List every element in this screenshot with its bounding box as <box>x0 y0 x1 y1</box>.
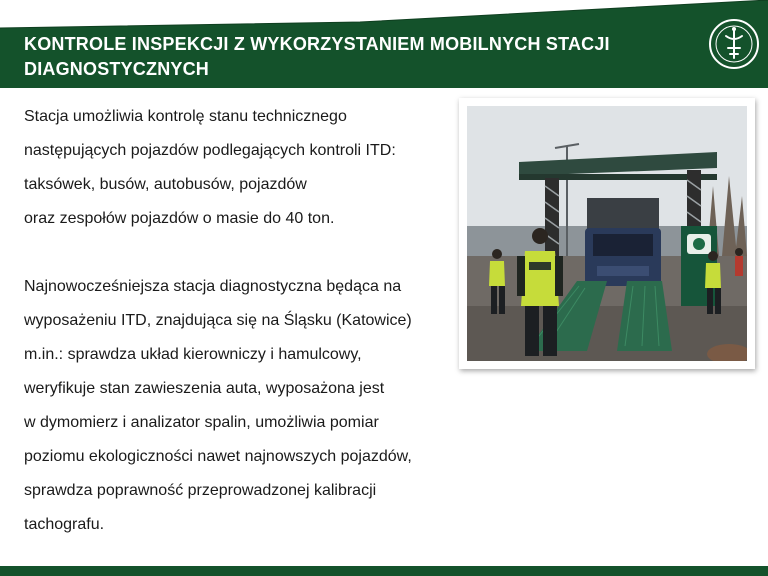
station-photo <box>459 98 755 369</box>
station-photo-image <box>467 106 747 361</box>
text-line: poziomu ekologiczności nawet najnowszych pojazdów, <box>24 448 412 465</box>
paragraph-spacer <box>24 236 464 270</box>
text-line: oraz zespołów pojazdów o masie do 40 ton. <box>24 210 335 227</box>
text-line: następujących pojazdów podlegających kontroli ITD: <box>24 142 396 159</box>
paragraph-station <box>24 270 464 542</box>
text-line: tachografu. <box>24 516 105 533</box>
slide-header <box>0 0 768 88</box>
slide-title <box>24 32 684 82</box>
text-line: wyposażeniu ITD, znajdująca się na Śląsku (Katowice) <box>24 312 412 329</box>
text-line: Stacja umożliwia kontrolę stanu technicznego <box>24 108 347 125</box>
text-line: m.in.: sprawdza układ kierowniczy i hamulcowy, <box>24 346 362 363</box>
text-line: w dymomierz i analizator spalin, umożliwia pomiar <box>24 414 379 431</box>
text-line: Najnowocześniejsza stacja diagnostyczna będąca na <box>24 278 402 295</box>
footer-bar <box>0 566 768 576</box>
title-line-2: DIAGNOSTYCZNYCH <box>24 59 210 79</box>
title-line-1: KONTROLE INSPEKCJI Z WYKORZYSTANIEM MOBILNYCH STACJI <box>24 34 610 54</box>
slide-body <box>24 100 464 542</box>
text-line: weryfikuje stan zawieszenia auta, wyposażona jest <box>24 380 385 397</box>
paragraph-vehicles <box>24 100 464 236</box>
inspection-emblem-icon <box>708 18 760 70</box>
text-line: sprawdza poprawność przeprowadzonej kalibracji <box>24 482 377 499</box>
text-line: taksówek, busów, autobusów, pojazdów <box>24 176 307 193</box>
